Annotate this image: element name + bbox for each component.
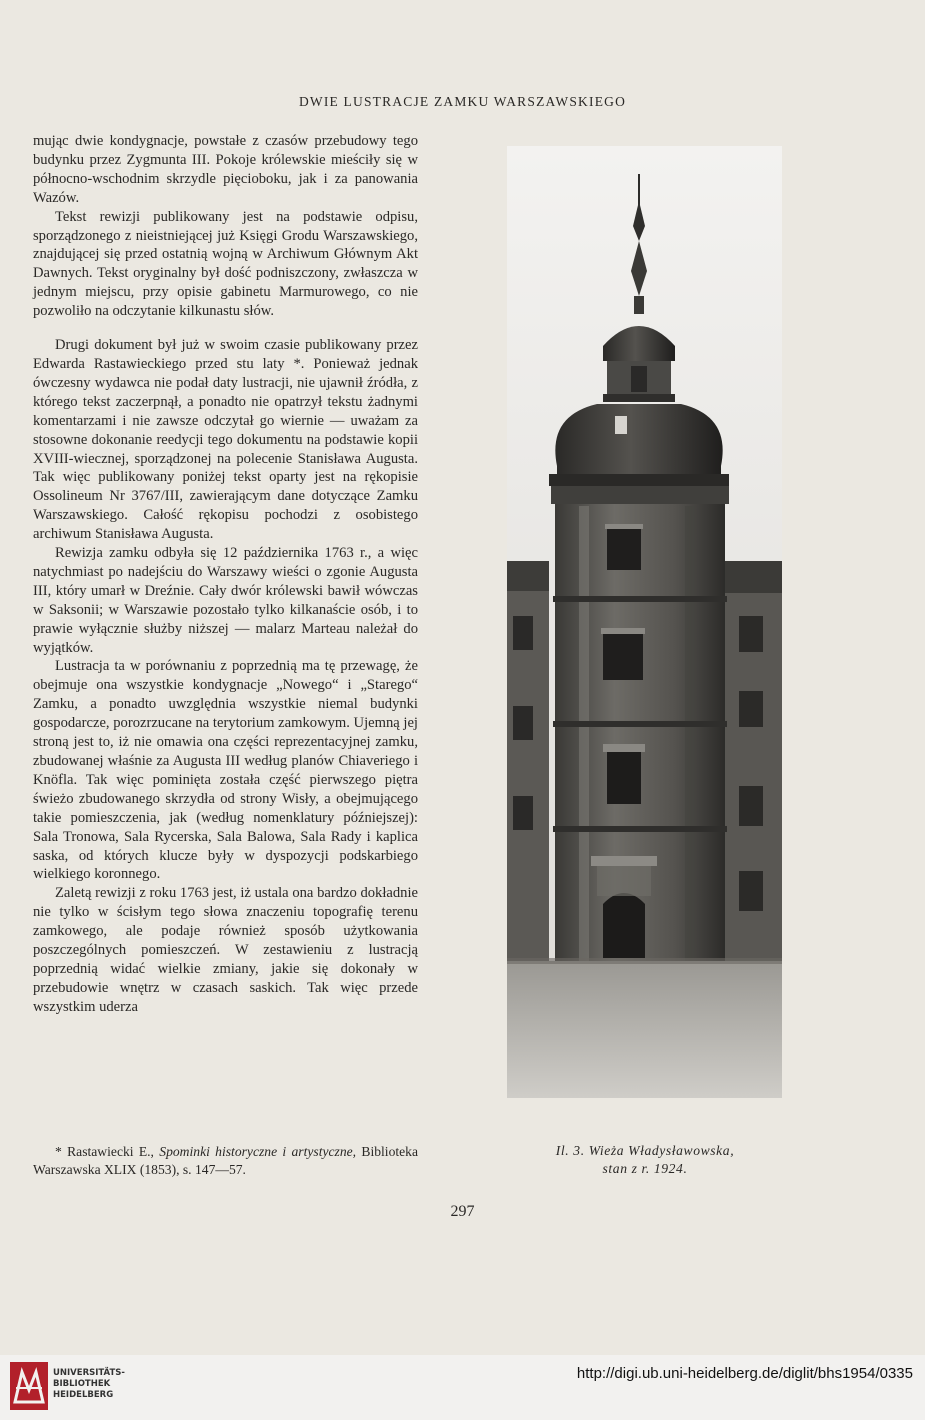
body-text-column <box>33 132 418 1017</box>
library-name-line: BIBLIOTHEK <box>53 1378 111 1389</box>
paragraph: Tekst rewizji publikowany jest na podstawie odpisu, sporządzonego z nieistniejącej już Księgi Grodu Warszawskiego, znajdującej się przed ostatnią wojną w Archiwum Głównym Akt Dawnych. Tekst oryginalny był dość podniszczony, zwłaszcza w jednym miejscu, przy opisie gabinetu Marmurowego, co nie pozwoliło na odczytanie kilkunastu słów. <box>33 208 418 320</box>
caption-line-1: Il. 3. Wieża Władysławowska, <box>555 1143 735 1158</box>
paragraph: Zaletą rewizji z roku 1763 jest, iż ustala ona bardzo dokładnie nie tylko w ścisłym tego słowa znaczeniu topografię terenu zamkowego, ale podaje również sposób użytkowania poszczególnych pomieszczeń. W zestawieniu z lustracją poprzednią widać wielkie zmiany, jakie się dokonały w przebudowie wnętrz w czasach saskich. Tak więc przede wszystkim uderza <box>33 885 418 1015</box>
library-seal-icon <box>10 1362 48 1410</box>
footnote-prefix: * Rastawiecki E., <box>55 1144 160 1159</box>
permalink-url[interactable]: http://digi.ub.uni-heidelberg.de/diglit/bhs1954/0335 <box>576 1365 913 1382</box>
tower-photograph <box>507 146 782 1098</box>
paragraph: Drugi dokument był już w swoim czasie publikowany przez Edwarda Rastawieckiego przed stu laty *. Ponieważ jednak ówczesny wydawca nie podał daty lustracji, nie ujawnił źródła, z którego tekst zaczerpnął, a ponadto nie opatrzył tekstu żadnymi komentarzami i nie zawsze odczytał go wiernie — uważam za stosowne dokonanie reedycji tego dokumentu na podstawie kopii XVIII-wiecznej, sporządzonej na polecenie Stanisława Augusta. Tak więc publikowany poniżej tekst oparty jest na rękopisie Ossolineum Nr 3767/III, zawierającym dane dotyczące Zamku Warszawskiego. Całość rękopisu pochodzi z osobistego archiwum Stanisława Augusta. <box>33 337 418 543</box>
library-footer-bar <box>0 1355 925 1420</box>
figure-caption <box>500 1142 790 1177</box>
footnote-title: Spominki historyczne i artystyczne, <box>159 1144 357 1159</box>
caption-line-2: stan z r. 1924. <box>602 1160 688 1176</box>
running-head: DWIE LUSTRACJE ZAMKU WARSZAWSKIEGO <box>298 94 627 109</box>
footnote <box>33 1143 418 1178</box>
library-name <box>53 1368 125 1400</box>
paragraph: Rewizja zamku odbyła się 12 października 1763 r., a więc natychmiast po nadejściu do Warszawy wieści o zgonie Augusta III, który umarł w Dreźnie. Cały dwór królewski bawił wówczas w Saksonii; w Warszawie pozostało tylko kilkanaście osób, i to prawie wyłącznie służby niższej — malarz Marteau należał do wyjątków. <box>33 545 418 656</box>
library-name-line: UNIVERSITÄTS- <box>53 1368 125 1378</box>
paragraph: Lustracja ta w porównaniu z poprzednią ma tę przewagę, że obejmuje ona wszystkie kondygnacje „Nowego“ i „Starego“ Zamku, a ponadto uwzględnia wszystkie niemal budynki gospodarcze, porozrzucane na terytorium zamkowym. Ujemną jej stroną jest to, iż nie omawia ona części reprezentacyjnej zamku, zbudowanej właśnie za Augusta III według planów Chiaveriego i Knöfla. Tak więc pominięta została część pierwszego piętra świeżo zbudowanego skrzydła od strony Wisły, a obejmującego takie pomieszczenia, jak (według nomenklatury późniejszej): Sala Tronowa, Sala Rycerska, Sala Balowa, Sala Rady i kaplica saska, od których klucze były w dyspozycji podskarbiego wielkiego koronnego. <box>33 658 418 883</box>
page-number: 297 <box>450 1203 475 1220</box>
library-name-line: HEIDELBERG <box>53 1389 114 1400</box>
footnote-rest: Biblioteka Warszawska XLIX (1853), s. 147—57. <box>33 1144 419 1177</box>
paragraph: mując dwie kondygnacje, powstałe z czasów przebudowy tego budynku przez Zygmunta III. Pokoje królewskie mieściły się w północno-wschodnim skrzydle pięcioboku, jak i za panowania Wazów. <box>33 133 418 206</box>
